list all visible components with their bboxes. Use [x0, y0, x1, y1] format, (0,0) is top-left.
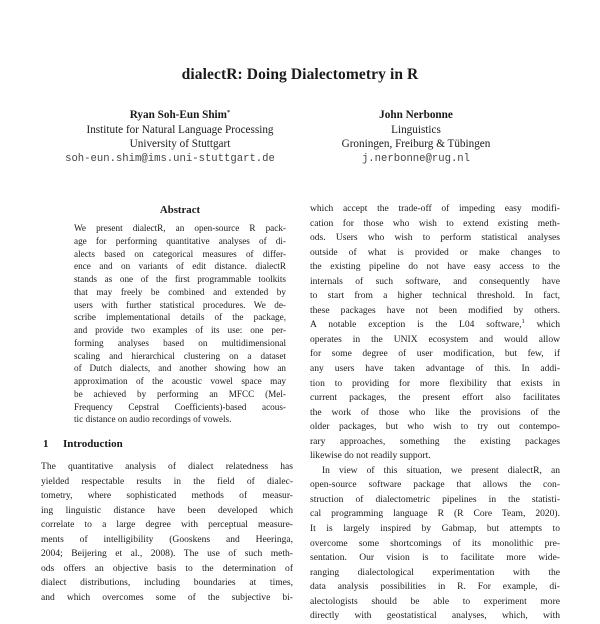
- paper-title: dialectR: Doing Dialectometry in R: [181, 66, 419, 83]
- text-line: cal programming language R (R Core Team, 2020).: [310, 508, 560, 520]
- text-line: ments of intelligibility (Gooskens and Heeringa,: [41, 533, 293, 545]
- author-email[interactable]: j.nerbonne@rug.nl: [361, 152, 471, 165]
- text-line: ods offers an objective basis to the determination of: [41, 562, 293, 574]
- text-line: these packages have not been modified by others.: [310, 304, 560, 316]
- text-line: be achieved by performing an MFCC (Mel-: [74, 388, 286, 399]
- text-line: correlate to a large degree with perceptual measure-: [41, 519, 293, 531]
- text-line: internals of such software, and consequently have: [310, 275, 560, 287]
- text-line: tometry, where sophisticated methods of measur-: [41, 490, 293, 502]
- author-block-1: [60, 108, 300, 166]
- section-title: Introduction: [63, 438, 123, 450]
- author-affiliation: University of Stuttgart: [129, 138, 231, 151]
- text-line: and which overcomes some of the subjective bi-: [41, 591, 293, 603]
- text-line: approximation of the acoustic vowel space may: [74, 376, 286, 386]
- text-line: that may freely be combined and extended by: [74, 286, 286, 297]
- text-line: In view of this situation, we present dialectR, an: [322, 464, 560, 476]
- text-line: open-source software package that allows the con-: [310, 479, 560, 491]
- text-line: Frequency Cepstral Coefficients)-based acous-: [74, 401, 286, 412]
- text-line: for some degree of user modification, but few, if: [310, 348, 560, 360]
- section-number: 1: [43, 438, 49, 450]
- text-line: tic distance on audio recordings of vowels.: [74, 414, 232, 425]
- text-line: scaling and hierarchical clustering on a dataset: [74, 350, 286, 361]
- text-line: dialect distributions, including boundaries at times,: [41, 577, 293, 589]
- text-line: age for performing quantitative analyses of di-: [74, 235, 286, 246]
- introduction-right-column: [310, 202, 560, 624]
- text-line: data analysis possibilities in R. For example, di-: [310, 581, 560, 593]
- author-email[interactable]: soh-eun.shim@ims.uni-stuttgart.de: [65, 152, 275, 165]
- text-line: The quantitative analysis of dialect relatedness has: [41, 461, 293, 472]
- text-line: overcome some shortcomings of its monolithic pre-: [310, 537, 560, 549]
- text-line: yielded respectable results in the field of dialec-: [41, 475, 293, 487]
- author-name: Ryan Soh-Eun Shim*: [129, 109, 231, 121]
- text-line: ranging dialectological experimentation with the: [310, 566, 560, 578]
- text-line: outside of what is provided or make changes to: [310, 246, 560, 258]
- text-line: the work of those who like the provisions of the: [310, 406, 560, 418]
- text-line: struction of dialectometric pipelines in the statisti-: [310, 493, 560, 505]
- text-line: ence and on variants of edit distance. dialectR: [74, 261, 286, 272]
- author-affiliation: Institute for Natural Language Processing: [86, 123, 274, 136]
- text-line: forming analyses based on multidimensional: [74, 337, 286, 348]
- text-line: alectologists should be able to experiment more: [310, 595, 560, 607]
- text-line: likewise do not readily support.: [310, 450, 431, 462]
- text-line: and provide two examples of its use: one per-: [74, 325, 286, 335]
- introduction-left-column: [41, 460, 293, 605]
- text-line: sentation. Our vision is to facilitate more wide-: [310, 552, 560, 564]
- author-footnote-marker: *: [226, 109, 231, 116]
- text-line: rary approaches, something the existing packages: [310, 435, 560, 447]
- text-line: any users have taken advantage of this. In addi-: [310, 363, 560, 375]
- author-name: John Nerbonne: [379, 109, 453, 121]
- author-affiliation: Groningen, Freiburg & Tübingen: [341, 138, 491, 151]
- text-line: 2004; Beijering et al., 2008). The use of such meth-: [41, 548, 293, 560]
- text-line: which accept the trade-off of impeding easy modifi-: [310, 203, 560, 214]
- text-line: tion to providing for more flexibility that exists in: [310, 377, 560, 389]
- section-heading-introduction: [43, 438, 123, 450]
- text-line: cation for those who wish to extend existing meth-: [310, 217, 560, 229]
- text-line: ods. Users who wish to perform statistical analyses: [310, 232, 560, 244]
- text-line: the existing pipeline do not have easy access to the: [310, 261, 560, 273]
- text-line: directly with geostatistical analyses, which, with: [310, 610, 560, 622]
- text-line: to start from a higher technical threshold. In fact,: [310, 290, 560, 302]
- text-line: older packages, but who wish to try out contempo-: [310, 421, 560, 433]
- abstract-body: [74, 222, 286, 426]
- text-line: We present dialectR, an open-source R pack-: [74, 223, 286, 233]
- text-line: scribe implementational details of the package,: [74, 312, 286, 323]
- text-line: users with further statistical procedures. We de-: [74, 299, 286, 310]
- text-line: operates in the UNIX ecosystem and would allow: [310, 333, 560, 345]
- text-line: of Dutch dialects, and another showing how an: [74, 363, 286, 374]
- text-line: current packages, the present effort also facilitates: [310, 392, 560, 404]
- text-line-with-footnote: A notable exception is the L04 software,$^1$ which: [310, 318, 560, 331]
- text-line: ing linguistic distance have been developed which: [41, 504, 293, 516]
- author-block-2: [300, 108, 532, 166]
- abstract-heading: Abstract: [159, 204, 201, 216]
- text-line: alects based on categorical measures of differ-: [74, 248, 286, 259]
- text-line: It is largely inspired by Gabmap, but attempts to: [310, 523, 560, 535]
- text-line: stands as one of the first programmable toolkits: [74, 274, 286, 284]
- author-affiliation: Linguistics: [391, 123, 441, 136]
- footnote-marker[interactable]: 1: [521, 318, 525, 326]
